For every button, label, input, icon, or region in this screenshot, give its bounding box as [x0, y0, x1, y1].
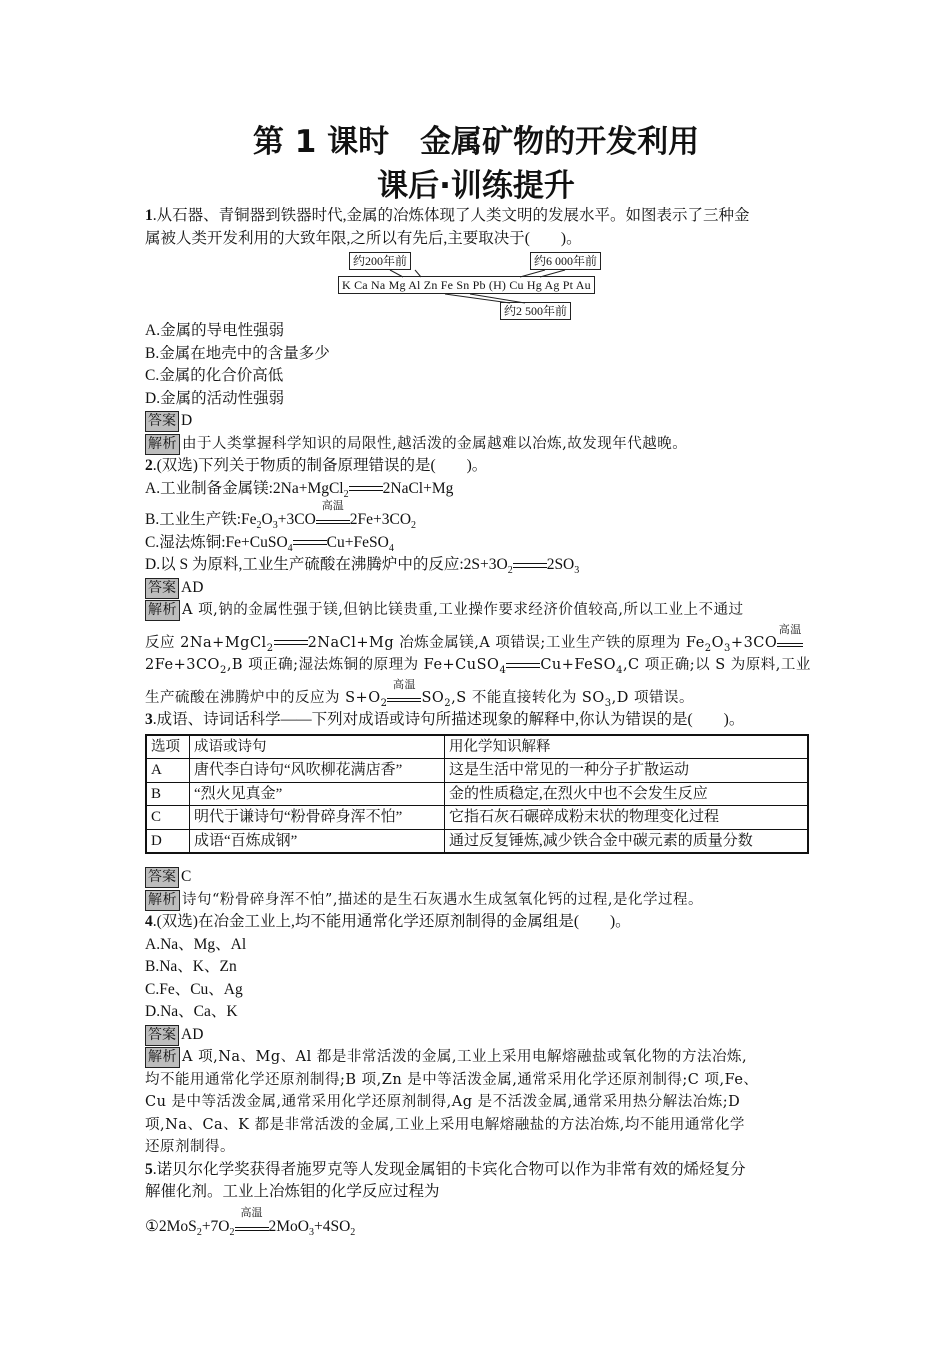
q2-analysis	[145, 599, 810, 709]
analysis-tag: 解析	[145, 600, 180, 621]
answer-tag: 答案	[145, 1025, 179, 1046]
q2-ana-2b: 2NaCl+Mg 冶炼金属镁,A 项错误;工业生产铁的原理为 Fe	[307, 634, 705, 651]
equals-sign	[506, 663, 540, 668]
q2-b-pre: B.工业生产铁:Fe	[145, 511, 257, 528]
condition-label: 高温	[321, 500, 344, 512]
q2-ana-1: A 项,钠的金属性强于镁,但钠比镁贵重,工业操作要求经济价值较高,所以工业上不通过	[182, 602, 744, 618]
activity-series: K Ca Na Mg Al Zn Fe Sn Pb (H) Cu Hg Ag Pt Au	[338, 276, 595, 294]
q2-b-post: 2Fe+3CO	[349, 511, 412, 528]
table-row	[146, 782, 808, 806]
table-cell: A	[146, 759, 190, 783]
table-row	[146, 806, 808, 830]
equals-sign	[349, 486, 383, 491]
condition-label: 高温	[240, 1206, 263, 1219]
q3-analysis	[145, 889, 810, 912]
q5-text-1: .诺贝尔化学奖获得者施罗克等人发现金属钼的卡宾化合物可以作为非常有效的烯烃复分	[152, 1160, 746, 1178]
q4-option-c: C.Fe、Cu、Ag	[145, 980, 243, 998]
q1-option-d: D.金属的活动性强弱	[145, 389, 285, 407]
q1-option-b: B.金属在地壳中的含量多少	[145, 344, 330, 362]
high-temp-equals	[777, 622, 803, 647]
table-cell: B	[146, 782, 190, 806]
q2-c-post: Cu+FeSO	[326, 533, 389, 551]
q5-stem-line2: 解催化剂。工业上冶炼钼的化学反应过程为	[145, 1183, 440, 1200]
high-temp-equals	[235, 1206, 269, 1231]
table-cell: 这是生活中常见的一种分子扩散运动	[445, 759, 809, 783]
table-row	[146, 759, 808, 783]
page-title: 第 1 课时 金属矿物的开发利用	[252, 124, 700, 160]
table-cell: 它指石灰石碾碎成粉末状的物理变化过程	[445, 806, 809, 830]
q2-ana-3d: ,C 项正确;以 S 为原料,工业	[622, 657, 811, 673]
q1-option-c: C.金属的化合价高低	[145, 367, 284, 384]
metal-activity-diagram	[145, 250, 810, 320]
q5-eq-mid: +7O	[201, 1217, 230, 1235]
table-cell: 唐代李白诗句“风吹柳花满店香”	[190, 759, 445, 783]
equals-sign	[274, 640, 308, 645]
q4-option-a: A.Na、Mg、Al	[145, 935, 247, 953]
table-cell: C	[146, 806, 190, 830]
box-2500-years: 约2 500年前	[500, 302, 571, 320]
q4-option-b: B.Na、K、Zn	[145, 958, 237, 975]
answer-tag: 答案	[145, 867, 179, 888]
q3-answer-value: C	[181, 868, 192, 885]
q5-stem-line1	[145, 1159, 810, 1182]
diagram-connectors	[145, 250, 810, 320]
q2-ana-3c: Cu+FeSO	[540, 657, 617, 673]
q2-d-pre: D.以 S 为原料,工业生产硫酸在沸腾炉中的反应:2S+3O	[145, 556, 508, 573]
table-header: 成语或诗句	[190, 735, 445, 759]
q2-number: 2	[145, 457, 153, 474]
q4-analysis-line5: 还原剂制得。	[145, 1139, 235, 1155]
q4-stem	[145, 911, 810, 934]
q3-number: 3	[145, 711, 153, 728]
high-temp-equals	[387, 677, 421, 702]
q3-table	[145, 734, 809, 855]
q4-analysis-line2: 均不能用通常化学还原剂制得;B 项,Zn 是中等活泼金属,通常采用化学还原剂制得;C 项,Fe、	[145, 1071, 759, 1088]
table-cell: 金的性质稳定,在烈火中也不会发生反应	[445, 782, 809, 806]
q4-answer-value: AD	[181, 1025, 204, 1043]
q4-option-d: D.Na、Ca、K	[145, 1003, 238, 1020]
spacer	[145, 854, 810, 866]
q4-stem-text: .(双选)在冶金工业上,均不能用通常化学还原剂制得的金属组是( )。	[152, 913, 631, 930]
q5-equation-1: $①2MoS_2+7O_2$ 高温 $2MoO_3+4SO_2$	[145, 1206, 356, 1238]
q1-answer	[145, 410, 810, 433]
table-cell: 成语“百炼成钢”	[190, 829, 445, 853]
q4-analysis-line3: Cu 是中等活泼金属,通常采用化学还原剂制得,Ag 是不活泼金属,通常采用热分解法冶炼;D	[145, 1094, 741, 1110]
q5-eq-post: 2MoO	[268, 1217, 309, 1235]
answer-tag: 答案	[145, 411, 179, 432]
q2-a-pre: A.工业制备金属镁:2Na+MgCl	[145, 479, 344, 497]
q2-ana-3b: ,B 项正确;湿法炼铜的原理为 Fe+CuSO	[226, 657, 500, 673]
q4-analysis	[145, 1046, 810, 1159]
page-subtitle: 课后·训练提升	[377, 168, 575, 204]
q2-d-post: 2SO	[546, 556, 575, 573]
q2-ana-4a: 生产硫酸在沸腾炉中的反应为 S+O	[145, 689, 381, 706]
condition-label: 高温	[392, 677, 416, 691]
q1-stem-line2: 属被人类开发利用的大致年限,之所以有先后,主要取决于( )。	[145, 229, 582, 247]
content	[145, 205, 810, 1238]
q2-ana-2d: +3CO	[730, 634, 778, 651]
table-row	[146, 829, 808, 853]
table-cell: D	[146, 829, 190, 853]
q2-ana-2c: O	[711, 634, 725, 651]
q3-stem	[145, 709, 810, 732]
q2-c-pre: C.湿法炼铜:Fe+CuSO	[145, 533, 288, 551]
box-6000-years: 约6 000年前	[530, 252, 601, 270]
table-header-row	[146, 735, 808, 759]
q3-answer	[145, 866, 810, 889]
analysis-tag: 解析	[145, 1047, 180, 1068]
q2-option-c: C.湿法炼铜:Fe+CuSO$_4$ Cu+FeSO$_4$	[145, 533, 394, 554]
q1-answer-value: D	[181, 412, 193, 429]
q2-analysis-line3: $2Fe+3CO_2,B$ 项正确;湿法炼铜的原理为 Fe+CuSO$_4$ Cu+FeSO$_4$,C 项正确;以 S 为原料,工业	[145, 657, 811, 676]
q2-ana-3a: 2Fe+3CO	[145, 657, 220, 673]
q2-ana-2a: 反应 2Na+MgCl	[145, 634, 267, 651]
q2-option-a: A.工业制备金属镁:2Na+MgCl$_2$ 2NaCl+Mg	[145, 479, 454, 500]
q2-answer-value: AD	[181, 578, 204, 596]
q2-stem-text: .(双选)下列关于物质的制备原理错误的是( )。	[152, 457, 488, 474]
q1-option-a: A.金属的导电性强弱	[145, 322, 285, 339]
box-200-years: 约200年前	[349, 252, 411, 270]
q1-text-1: .从石器、青铜器到铁器时代,金属的冶炼体现了人类文明的发展水平。如图表示了三种金	[152, 207, 750, 224]
table-cell: 通过反复锤炼,减少铁合金中碳元素的质量分数	[445, 829, 809, 853]
high-temp-equals	[316, 500, 350, 524]
q2-ana-4c: ,S 不能直接转化为 SO	[451, 689, 605, 706]
q2-analysis-line4: 生产硫酸在沸腾炉中的反应为 $S+O_2$ 高温 $SO_2,S$ 不能直接转化为 $SO_3,D$ 项错误。	[145, 677, 694, 709]
q4-analysis-line1	[145, 1046, 810, 1069]
q2-analysis-line2: 反应 2Na+MgCl$_2$ 2NaCl+Mg 冶炼金属镁,A 项错误;工业生产铁的原理为 $Fe_2O_3+3CO$ 高温	[145, 622, 802, 654]
q2-option-d: D.以 S 为原料,工业生产硫酸在沸腾炉中的反应$:2S+3O_2$ $2SO_3$	[145, 556, 580, 577]
q2-analysis-line1	[145, 599, 810, 622]
table-cell: 明代于谦诗句“粉骨碎身浑不怕”	[190, 806, 445, 830]
q4-ana-1: A 项,Na、Mg、Al 都是非常活泼的金属,工业上采用电解熔融盐或氧化物的方法冶炼,	[182, 1049, 748, 1065]
analysis-tag: 解析	[145, 890, 180, 911]
table-header: 用化学知识解释	[445, 735, 809, 759]
q2-answer	[145, 577, 810, 600]
answer-tag: 答案	[145, 578, 179, 599]
table-header: 选项	[146, 735, 190, 759]
condition-label: 高温	[778, 622, 802, 636]
q3-stem-text: .成语、诗词话科学——下列对成语或诗句所描述现象的解释中,你认为错误的是( )。	[152, 711, 745, 728]
q4-number: 4	[145, 913, 153, 930]
q2-ana-4b: SO	[421, 689, 445, 706]
q2-a-post: 2NaCl+Mg	[382, 479, 454, 497]
table-cell: “烈火见真金”	[190, 782, 445, 806]
q3-analysis-text: 诗句“粉骨碎身浑不怕”,描述的是生石灰遇水生成氢氧化钙的过程,是化学过程。	[182, 891, 704, 908]
q2-ana-4d: ,D 项错误。	[611, 689, 694, 706]
q1-number: 1	[145, 207, 153, 224]
q2-option-b: B.工业生产铁$:Fe_2O_3+3CO$ 高温 $2Fe+3CO_2$	[145, 500, 417, 532]
q1-stem-line1	[145, 205, 810, 228]
q5-number: 5	[145, 1160, 153, 1178]
equals-sign	[293, 540, 327, 545]
q4-analysis-line4: 项,Na、Ca、K 都是非常活泼的金属,工业上采用电解熔融盐的方法冶炼,均不能用通常化学	[145, 1116, 745, 1133]
q2-stem	[145, 455, 810, 478]
q5-eq-tail: +4SO	[313, 1217, 351, 1235]
q1-analysis	[145, 433, 810, 456]
q1-analysis-text: 由于人类掌握科学知识的局限性,越活泼的金属越难以冶炼,故发现年代越晚。	[182, 435, 688, 452]
q5-eq-pre: ①2MoS	[145, 1217, 197, 1235]
equals-sign	[513, 563, 547, 568]
analysis-tag: 解析	[145, 434, 180, 455]
q4-answer	[145, 1024, 810, 1047]
